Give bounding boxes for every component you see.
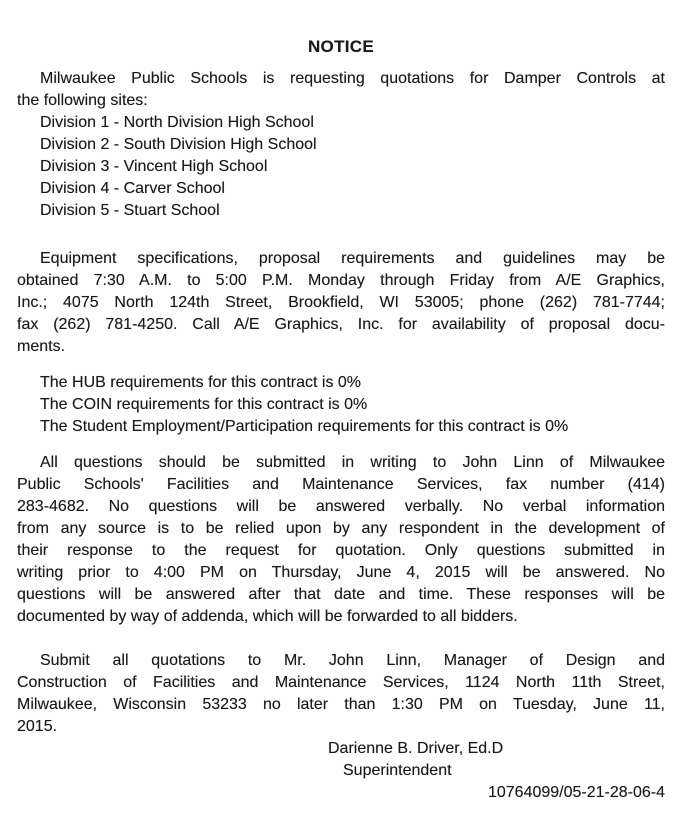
signature-name: Darienne B. Driver, Ed.D	[328, 740, 504, 757]
text-line: obtained 7:30 A.M. to 5:00 P.M. Monday through Friday from A/E Graphics,	[17, 272, 665, 289]
division-item: Division 5 - Stuart School	[40, 202, 220, 219]
text-line: ments.	[17, 338, 66, 355]
text-line: 283-4682. No questions will be answered verbally. No verbal information	[17, 498, 665, 515]
text-line: 2015.	[17, 718, 58, 735]
signature-role: Superintendent	[343, 762, 452, 779]
text-line: Inc.; 4075 North 124th Street, Brookfield, WI 53005; phone (262) 781-7744;	[17, 294, 665, 311]
text-line: Submit all quotations to Mr. John Linn, Manager of Design and	[40, 652, 665, 669]
text-line: the following sites:	[17, 92, 148, 109]
text-line: Milwaukee, Wisconsin 53233 no later than 1:30 PM on Tuesday, June 11,	[17, 696, 665, 713]
division-item: Division 2 - South Division High School	[40, 136, 317, 153]
division-item: Division 3 - Vincent High School	[40, 158, 268, 175]
text-line: writing prior to 4:00 PM on Thursday, June 4, 2015 will be answered. No	[17, 564, 665, 581]
text-line: questions will be answered after that date and time. These responses will be	[17, 586, 665, 603]
text-line: Construction of Facilities and Maintenance Services, 1124 North 11th Street,	[17, 674, 665, 691]
signature-reference: 10764099/05-21-28-06-4	[487, 784, 665, 801]
signature-block	[17, 738, 665, 804]
division-list	[40, 112, 665, 222]
requirement-item: The COIN requirements for this contract is 0%	[40, 396, 368, 413]
text-line: from any source is to be relied upon by any respondent in the development of	[17, 520, 665, 537]
text-line: fax (262) 781-4250. Call A/E Graphics, Inc. for availability of proposal docu-	[17, 316, 665, 333]
requirements-list	[40, 372, 665, 438]
questions-paragraph	[17, 452, 665, 628]
notice-title: NOTICE	[307, 37, 375, 56]
text-line: Milwaukee Public Schools is requesting quotations for Damper Controls at	[40, 70, 665, 87]
text-line: Equipment specifications, proposal requirements and guidelines may be	[40, 250, 665, 267]
intro-paragraph	[17, 68, 665, 112]
text-line: Public Schools' Facilities and Maintenance Services, fax number (414)	[17, 476, 665, 493]
division-item: Division 4 - Carver School	[40, 180, 225, 197]
division-item: Division 1 - North Division High School	[40, 114, 314, 131]
submit-paragraph	[17, 650, 665, 738]
requirement-item: The Student Employment/Participation requirements for this contract is 0%	[40, 418, 569, 435]
text-line: documented by way of addenda, which will be forwarded to all bidders.	[17, 608, 518, 625]
text-line: their response to the request for quotation. Only questions submitted in	[17, 542, 665, 559]
requirement-item: The HUB requirements for this contract is 0%	[40, 374, 362, 391]
text-line: All questions should be submitted in writing to John Linn of Milwaukee	[40, 454, 665, 471]
equipment-paragraph	[17, 248, 665, 358]
